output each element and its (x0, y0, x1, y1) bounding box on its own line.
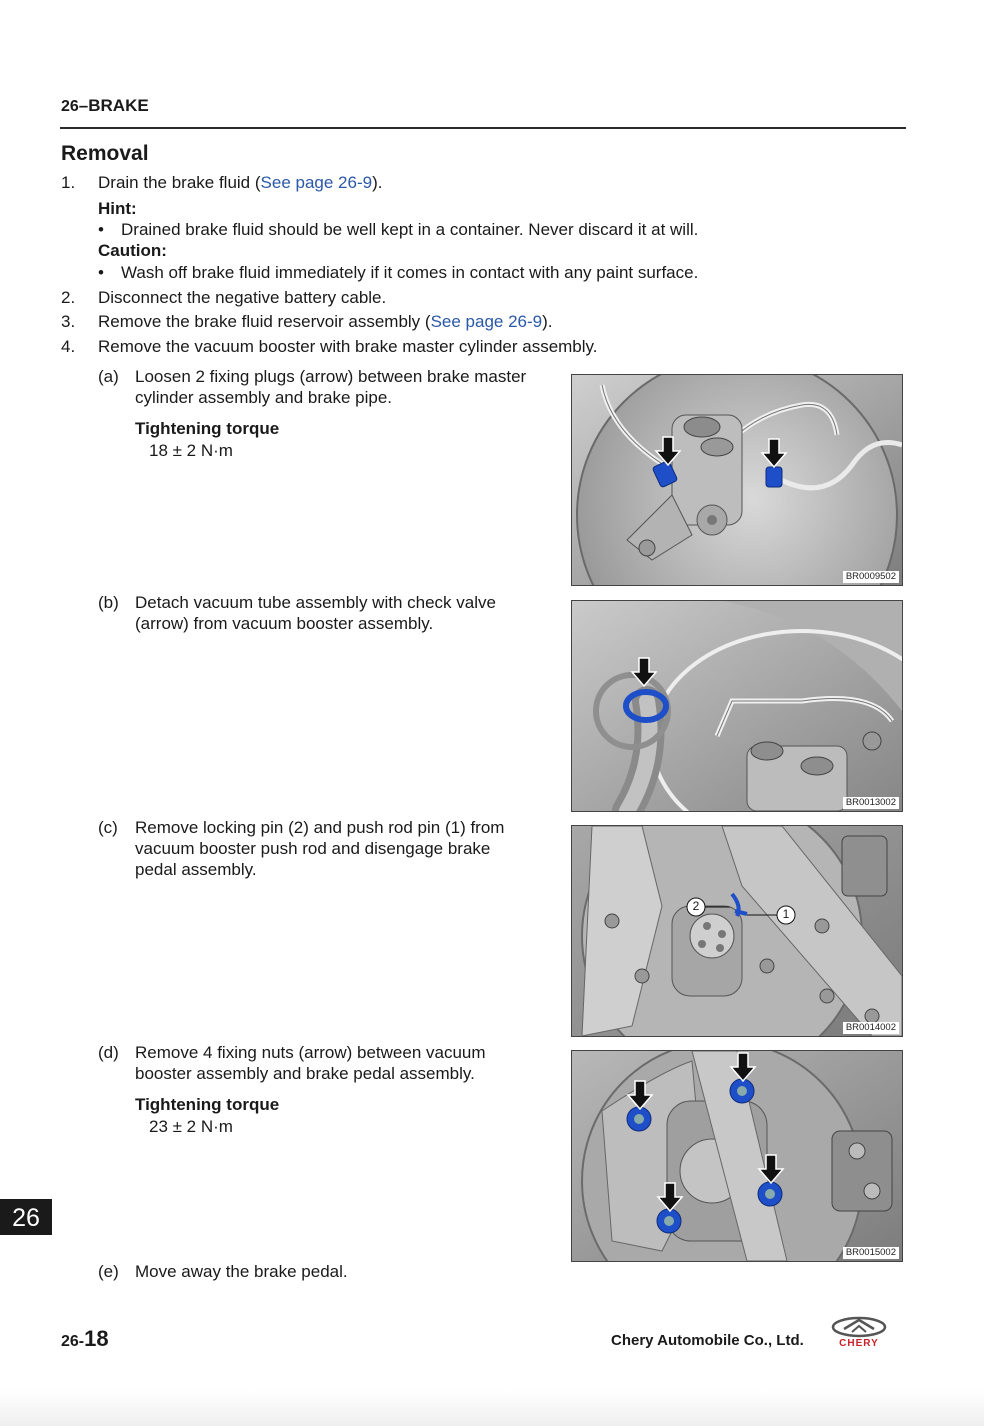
caution-label: Caution: (98, 241, 167, 260)
step-1-post: ). (372, 173, 383, 192)
substep-b-line-2: (arrow) from vacuum booster assembly. (135, 614, 434, 633)
figure-code-d: BR0015002 (843, 1247, 899, 1259)
company-name: Chery Automobile Co., Ltd. (611, 1332, 804, 1349)
caution-bullet: • (98, 263, 104, 282)
step-3-post: ). (542, 312, 553, 331)
substep-c-line-1: Remove locking pin (2) and push rod pin (1) from (135, 818, 505, 837)
step-1-link[interactable]: See page 26-9 (260, 173, 373, 192)
figure-code-a: BR0009502 (843, 571, 899, 583)
figure-code-b: BR0013002 (843, 797, 899, 809)
step-3-text (98, 312, 553, 332)
figure-b-illustration (572, 601, 902, 811)
step-1-pre: Drain the brake fluid ( (98, 173, 261, 192)
page-prefix: 26- (61, 1333, 85, 1350)
figure-b (571, 600, 903, 812)
chery-logo-icon (830, 1316, 888, 1340)
step-4-text: Remove the vacuum booster with brake master cylinder assembly. (98, 337, 598, 356)
chery-logo (830, 1316, 888, 1354)
substep-a-label: (a) (98, 367, 119, 386)
header-title: –BRAKE (78, 96, 149, 115)
figure-code-c: BR0014002 (843, 1022, 899, 1034)
torque-label-a: Tightening torque (135, 419, 280, 438)
page-header (61, 96, 149, 116)
caution-text: Wash off brake fluid immediately if it comes in contact with any paint surface. (121, 263, 699, 282)
step-number-4: 4. (61, 337, 76, 356)
torque-label-d: Tightening torque (135, 1095, 280, 1114)
section-heading: Removal (61, 142, 149, 165)
callout-1: 1 (782, 907, 790, 921)
hint-bullet: • (98, 220, 104, 239)
substep-a-line-1: Loosen 2 fixing plugs (arrow) between brake master (135, 367, 527, 386)
figure-c-illustration (572, 826, 902, 1036)
page-num: 18 (84, 1326, 109, 1351)
hint-label: Hint: (98, 199, 137, 218)
substep-c-line-2: vacuum booster push rod and disengage brake (135, 839, 491, 858)
substep-c-line-3: pedal assembly. (135, 860, 257, 879)
chapter-side-tab: 26 (0, 1199, 52, 1235)
substep-d-label: (d) (98, 1043, 119, 1062)
torque-value-a: 18 ± 2 N·m (149, 441, 233, 460)
page-bottom-shade (0, 1390, 984, 1426)
step-1-text (98, 173, 382, 193)
step-number-3: 3. (61, 312, 76, 331)
substep-c-label: (c) (98, 818, 118, 837)
substep-d-line-1: Remove 4 fixing nuts (arrow) between vacuum (135, 1043, 486, 1062)
logo-text: CHERY (839, 1338, 879, 1349)
step-2-text: Disconnect the negative battery cable. (98, 288, 387, 307)
hint-text: Drained brake fluid should be well kept in a container. Never discard it at will. (121, 220, 699, 239)
substep-b-label: (b) (98, 593, 119, 612)
figure-c (571, 825, 903, 1037)
figure-d (571, 1050, 903, 1262)
figure-a-illustration (572, 375, 902, 585)
header-rule (60, 127, 906, 129)
torque-value-d: 23 ± 2 N·m (149, 1117, 233, 1136)
substep-d-line-2: booster assembly and brake pedal assembly. (135, 1064, 475, 1083)
step-number-2: 2. (61, 288, 76, 307)
substep-a-line-2: cylinder assembly and brake pipe. (135, 388, 393, 407)
substep-b-line-1: Detach vacuum tube assembly with check valve (135, 593, 496, 612)
header-section: 26 (61, 98, 79, 115)
figure-d-illustration (572, 1051, 902, 1261)
step-number-1: 1. (61, 173, 76, 192)
substep-e-line-1: Move away the brake pedal. (135, 1262, 348, 1281)
step-3-link[interactable]: See page 26-9 (430, 312, 543, 331)
callout-2: 2 (692, 899, 700, 913)
page-number (61, 1326, 109, 1352)
figure-a (571, 374, 903, 586)
step-3-pre: Remove the brake fluid reservoir assembly ( (98, 312, 431, 331)
substep-e-label: (e) (98, 1262, 119, 1281)
